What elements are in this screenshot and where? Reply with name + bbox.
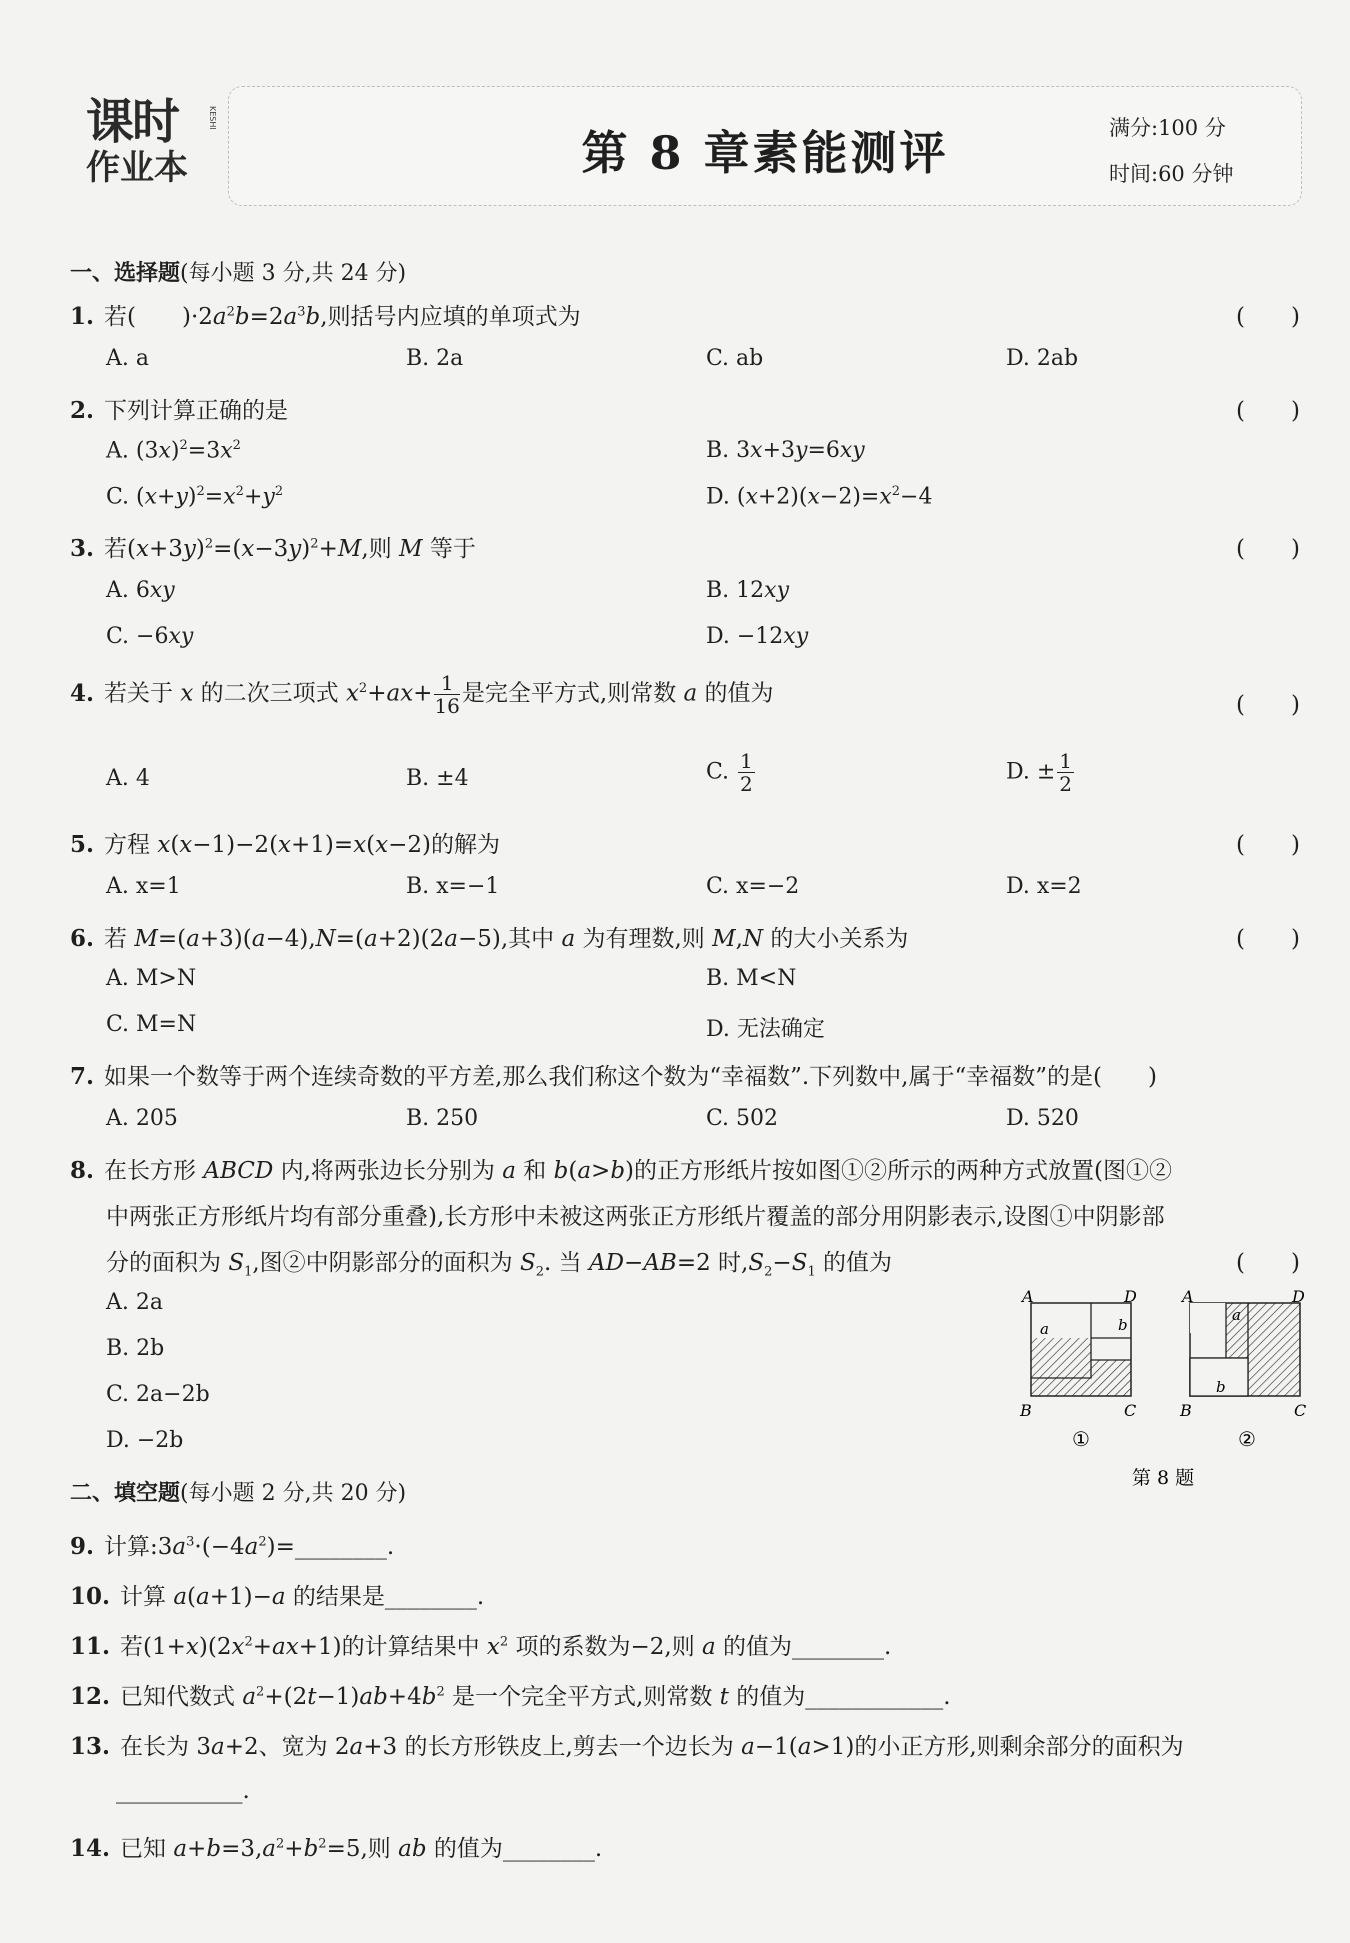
q2-option-d[interactable]: D. $(x+2)(x-2)=x^2-4$ — [706, 484, 933, 510]
q8-line-2: 中两张正方形纸片均有部分重叠),长方形中未被这两张正方形纸片覆盖的部分用阴影表示,设图①中阴影部 — [106, 1204, 1165, 1230]
fig2-label-a-vertex: A — [1182, 1288, 1194, 1306]
question-14: 14. 已知 $a+b=3,a^2+b^2=5$,则 ab 的值为________. — [70, 1835, 603, 1862]
answer-paren-3[interactable]: ( ) — [1236, 536, 1300, 562]
q8-line-3: 分的面积为 $S_1$,图②中阴影部分的面积为 $S_2$. 当 AD−AB=2 时$,S_2-S_1$ 的值为 — [106, 1250, 893, 1280]
q3-option-c[interactable]: C. −6xy — [106, 624, 194, 649]
section-1-note: (每小题 3 分,共 24 分) — [180, 261, 407, 286]
exam-meta — [1109, 105, 1233, 197]
figure-1-shaded — [1031, 1338, 1131, 1396]
q3-number: 3. — [70, 535, 95, 562]
q5-number: 5. — [70, 831, 95, 858]
q5-option-c[interactable]: C. x=−2 — [706, 874, 800, 899]
fig1-label-c-vertex: C — [1124, 1401, 1137, 1420]
q6-option-c[interactable]: C. M=N — [106, 1012, 197, 1037]
q14-number: 14. — [70, 1835, 111, 1862]
fig1-circled-number: ① — [1072, 1427, 1090, 1451]
question-11: 11. 若$(1+x)(2x^2+ax+1)$的计算结果中 $x^2$ 项的系数为−2,则 a 的值为________. — [70, 1633, 892, 1660]
q13-blank[interactable]: ___________. — [116, 1778, 250, 1804]
question-10: 10. 计算 a(a+1)−a 的结果是________. — [70, 1583, 485, 1610]
q2-option-c[interactable]: C. $(x+y)^2=x^2+y^2$ — [106, 484, 284, 510]
q3-option-a[interactable]: A. 6xy — [106, 578, 175, 603]
exam-time: 时间:60 分钟 — [1109, 162, 1234, 186]
q11-number: 11. — [70, 1633, 111, 1660]
answer-paren-6[interactable]: ( ) — [1236, 926, 1300, 952]
q1-number: 1. — [70, 303, 95, 330]
q1-option-d[interactable]: D. 2ab — [1006, 346, 1079, 371]
section-1-title — [70, 256, 406, 287]
q7-text: 如果一个数等于两个连续奇数的平方差,那么我们称这个数为“幸福数”.下列数中,属于“幸福数”的是( ) — [104, 1064, 1157, 1090]
q13-number: 13. — [70, 1733, 111, 1760]
section-1-heading: 一、选择题 — [70, 260, 181, 286]
q8-number: 8. — [70, 1157, 95, 1184]
fig2-side-a: a — [1232, 1306, 1241, 1324]
q7-option-b[interactable]: B. 250 — [406, 1106, 479, 1131]
figure-2 — [1179, 1288, 1306, 1451]
q9-number: 9. — [70, 1533, 95, 1560]
fig1-label-b-vertex: B — [1020, 1401, 1032, 1420]
q7-option-a[interactable]: A. 205 — [106, 1106, 178, 1131]
q4-option-a[interactable]: A. 4 — [106, 766, 150, 791]
answer-paren-4[interactable]: ( ) — [1236, 692, 1300, 718]
q7-number: 7. — [70, 1063, 95, 1090]
q7-option-c[interactable]: C. 502 — [706, 1106, 779, 1131]
fig2-side-b: b — [1216, 1378, 1226, 1396]
q1-option-c[interactable]: C. ab — [706, 346, 764, 371]
q12-number: 12. — [70, 1683, 111, 1710]
q6-number: 6. — [70, 925, 95, 952]
q6-option-b[interactable]: B. M<N — [706, 966, 797, 991]
question-6: 6. 若 M=(a+3)(a−4),N=(a+2)(2a−5),其中 a 为有理数,则 M,N 的大小关系为 — [70, 925, 909, 952]
fraction: $\frac{1}{2}$ — [1059, 749, 1073, 796]
q8-option-b[interactable]: B. 2b — [106, 1336, 165, 1361]
title-box — [228, 86, 1302, 206]
q8-figure — [1010, 1288, 1310, 1488]
q2-option-a[interactable]: A. $(3x)^2=3x^2$ — [106, 438, 241, 464]
question-2 — [70, 392, 288, 425]
fraction: $\frac{1}{16}$ — [434, 671, 460, 718]
figure-1 — [1019, 1288, 1137, 1451]
question-9: 9. 计算$:3a^3\cdot(-4a^2)=\_\_\_\_\_\_\_\_$. — [70, 1533, 395, 1560]
question-8: 8. 在长方形 ABCD 内,将两张边长分别为 a 和 b(a>b)的正方形纸片按如图①②所示的两种方式放置(图①② — [70, 1157, 1172, 1184]
question-4: 4. 若关于 x 的二次三项式 $x^2+ax+$ $\frac{1}{16}$ 是完全平方式,则常数 a 的值为 — [70, 671, 774, 718]
logo-line2: 作业本 — [86, 148, 188, 188]
q6-option-a[interactable]: A. M>N — [106, 966, 197, 991]
fig1-label-d-vertex: D — [1124, 1288, 1137, 1306]
q8-option-c[interactable]: C. 2a−2b — [106, 1382, 210, 1407]
q10-number: 10. — [70, 1583, 111, 1610]
question-1: 1. 若( )$\cdot 2a^2b=2a^3b$,则括号内应填的单项式为 — [70, 303, 581, 330]
q3-option-d[interactable]: D. −12xy — [706, 624, 809, 649]
q2-number: 2. — [70, 397, 95, 424]
answer-paren-2[interactable]: ( ) — [1236, 398, 1300, 424]
section-2-note: (每小题 2 分,共 20 分) — [180, 1481, 407, 1506]
q8-option-a[interactable]: A. 2a — [106, 1290, 163, 1315]
section-2-title — [70, 1476, 406, 1507]
fraction: $\frac{1}{2}$ — [740, 749, 753, 796]
q7-option-d[interactable]: D. 520 — [1006, 1106, 1079, 1131]
q2-option-b[interactable]: B. 3x+3y=6xy — [706, 438, 865, 463]
logo-line1: 课时 — [86, 94, 179, 150]
answer-paren-8[interactable]: ( ) — [1236, 1250, 1300, 1276]
full-score: 满分:100 分 — [1109, 116, 1226, 140]
fig1-side-a: a — [1040, 1320, 1049, 1338]
q5-option-b[interactable]: B. x=−1 — [406, 874, 500, 899]
fig2-label-d-vertex: D — [1292, 1288, 1305, 1306]
question-3: 3. 若$(x+3y)^2=(x-3y)^2+M$,则 M 等于 — [70, 535, 476, 562]
q6-option-d[interactable]: D. 无法确定 — [706, 1017, 825, 1042]
q5-option-d[interactable]: D. x=2 — [1006, 874, 1082, 899]
q8-option-d[interactable]: D. −2b — [106, 1428, 184, 1453]
answer-paren-1[interactable]: ( ) — [1236, 304, 1300, 330]
fig1-label-a-vertex: A — [1022, 1288, 1034, 1306]
logo — [86, 96, 226, 206]
logo-small: KESHI — [208, 106, 217, 130]
q2-text: 下列计算正确的是 — [104, 398, 289, 424]
section-2-heading: 二、填空题 — [70, 1480, 181, 1506]
q4-option-c[interactable]: C. $\frac{1}{2}$ — [706, 749, 753, 796]
question-12: 12. 已知代数式 $a^2+(2t-1)ab+4b^2$ 是一个完全平方式,则常数 t 的值为____________. — [70, 1683, 951, 1710]
fig2-circled-number: ② — [1238, 1427, 1256, 1451]
q1-option-a[interactable]: A. a — [106, 346, 149, 371]
page-title: 第 8 章素能测评 — [581, 126, 949, 180]
q4-option-b[interactable]: B. ±4 — [406, 766, 469, 791]
question-13: 13. 在长为 3a+2、宽为 2a+3 的长方形铁皮上,剪去一个边长为 a−1(a>1)的小正方形,则剩余部分的面积为 — [70, 1733, 1184, 1760]
figure-caption: 第 8 题 — [1132, 1467, 1195, 1488]
q5-option-a[interactable]: A. x=1 — [106, 874, 181, 899]
question-7 — [70, 1058, 1157, 1091]
fig1-side-b: b — [1118, 1316, 1128, 1334]
figure-2-bg — [1190, 1303, 1226, 1333]
answer-paren-5[interactable]: ( ) — [1236, 832, 1300, 858]
fig2-label-c-vertex: C — [1294, 1401, 1307, 1420]
q3-option-b[interactable]: B. 12xy — [706, 578, 789, 603]
question-5: 5. 方程 x(x−1)−2(x+1)=x(x−2)的解为 — [70, 831, 501, 858]
q4-option-d[interactable]: D. ± $\frac{1}{2}$ — [1006, 749, 1073, 796]
q4-number: 4. — [70, 679, 95, 707]
fig2-label-b-vertex: B — [1180, 1401, 1192, 1420]
q1-option-b[interactable]: B. 2a — [406, 346, 464, 371]
